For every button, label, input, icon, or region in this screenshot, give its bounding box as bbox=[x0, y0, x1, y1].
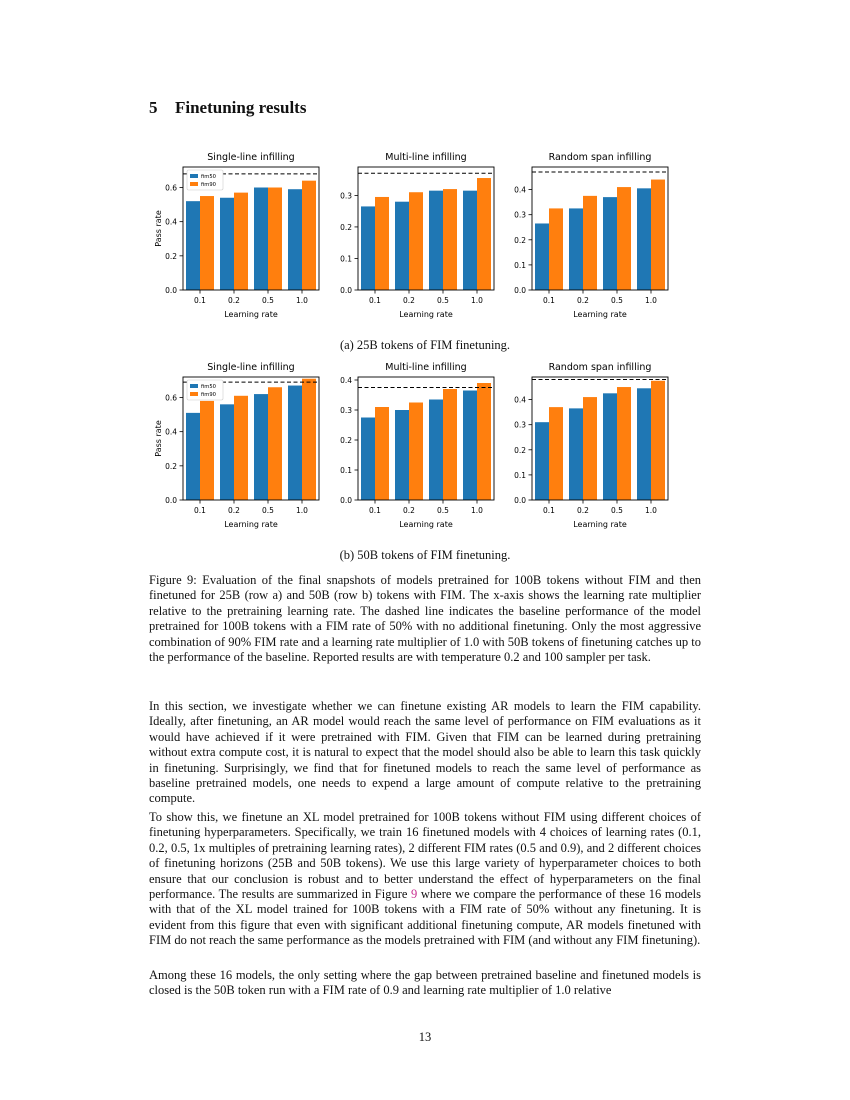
bar-fim90-0.1 bbox=[549, 407, 563, 500]
y-tick-label: 0.3 bbox=[340, 406, 352, 415]
y-tick-label: 0.2 bbox=[514, 235, 526, 245]
x-axis-label: Learning rate bbox=[573, 520, 627, 529]
section-title: Finetuning results bbox=[175, 98, 307, 117]
x-axis-label: Learning rate bbox=[224, 310, 278, 319]
x-tick-label: 1.0 bbox=[471, 296, 483, 305]
bar-fim50-1.0 bbox=[637, 388, 651, 500]
legend-label-fim50: fim50 bbox=[201, 174, 216, 180]
section-heading bbox=[149, 98, 306, 118]
x-tick-label: 0.5 bbox=[437, 506, 449, 515]
bar-fim90-0.2 bbox=[583, 397, 597, 500]
chart-title: Single-line infilling bbox=[207, 362, 295, 373]
y-axis-label: Pass rate bbox=[154, 420, 163, 457]
paragraph-1: In this section, we investigate whether we can finetune existing AR models to learn the FIM capability. Ideally, after finetuning, an AR model would reach the same level of performance on FIM evaluations as it would have achieved if it were pretrained with FIM. Given that FIM can be learned during pretraining without extra compute cost, it is natural to expect that the model should also be able to learn this task quickly in finetuning. Surprisingly, we find that for finetuned models to reach the same level of performance as baseline pretrained models, one needs to expend a large amount of compute relative to the pretraining compute. bbox=[149, 699, 701, 806]
x-tick-label: 0.5 bbox=[437, 296, 449, 305]
x-tick-label: 0.5 bbox=[611, 506, 623, 515]
x-tick-label: 0.1 bbox=[194, 506, 206, 515]
bar-fim50-0.5 bbox=[254, 394, 268, 500]
y-tick-label: 0.1 bbox=[514, 260, 526, 270]
x-tick-label: 1.0 bbox=[471, 506, 483, 515]
figure-row-b bbox=[148, 353, 708, 535]
y-tick-label: 0.0 bbox=[514, 496, 526, 505]
y-axis-label: Pass rate bbox=[154, 210, 163, 247]
y-tick-label: 0.0 bbox=[165, 496, 177, 505]
paragraph-2 bbox=[149, 810, 701, 949]
y-tick-label: 0.1 bbox=[340, 466, 352, 475]
x-axis-label: Learning rate bbox=[224, 520, 278, 529]
bar-fim90-0.2 bbox=[409, 192, 423, 290]
y-tick-label: 0.4 bbox=[514, 395, 526, 405]
bar-fim90-0.5 bbox=[443, 189, 457, 290]
paragraph-2-text-start: To show this, we finetune an XL model pretrained for 100B tokens without FIM using different choices of finetuning hyperparameters. Specifically, we train 16 finetuned models with 4 choices of learning rates (0.1, 0.2, 0.5, 1x multiples of pretraining learning rates), 2 different FIM rates (0.5 and 0.9), and 2 different choices of finetuning horizons (25B and 50B tokens). We use this large variety of hyperparameter choices to both ensure that our conclusion is robust and to better understand the effect of hyperparameters on the final performance. The results are summarized in Figure bbox=[149, 810, 701, 902]
chart-panel-b-2 bbox=[340, 362, 494, 529]
legend-swatch-fim50 bbox=[190, 384, 198, 388]
y-tick-label: 0.2 bbox=[165, 251, 177, 261]
bar-fim90-0.5 bbox=[617, 387, 631, 500]
bar-fim90-0.1 bbox=[549, 208, 563, 290]
bar-fim50-0.1 bbox=[186, 413, 200, 500]
legend-label-fim50: fim50 bbox=[201, 384, 216, 390]
y-tick-label: 0.0 bbox=[340, 286, 352, 295]
bar-fim90-0.1 bbox=[375, 197, 389, 290]
x-tick-label: 0.2 bbox=[577, 296, 589, 305]
x-axis-label: Learning rate bbox=[399, 310, 453, 319]
paragraph-2-text-end: where we compare the performance of these 16 models with that of the XL model trained for 100B tokens with a FIM rate of 50% without any finetuning. It is evident from this figure that even with significant additional finetuning compute, AR models finetuned with FIM do not reach the same performance as the models pretrained with FIM (and without any FIM finetuning). bbox=[149, 887, 701, 948]
bar-fim50-0.5 bbox=[254, 188, 268, 291]
x-axis-label: Learning rate bbox=[573, 310, 627, 319]
bar-fim50-1.0 bbox=[463, 191, 477, 290]
x-tick-label: 0.5 bbox=[262, 506, 274, 515]
y-tick-label: 0.4 bbox=[165, 217, 177, 227]
x-tick-label: 0.2 bbox=[228, 506, 240, 515]
bar-fim50-0.1 bbox=[186, 201, 200, 290]
y-tick-label: 0.3 bbox=[340, 191, 352, 201]
bar-fim90-1.0 bbox=[302, 181, 316, 290]
y-tick-label: 0.6 bbox=[165, 183, 177, 193]
chart-title: Single-line infilling bbox=[207, 152, 295, 163]
bar-fim50-0.2 bbox=[569, 408, 583, 500]
bar-fim90-0.1 bbox=[200, 401, 214, 500]
figure-row-a bbox=[148, 143, 708, 325]
section-number: 5 bbox=[149, 98, 158, 117]
y-tick-label: 0.4 bbox=[165, 427, 177, 437]
chart-title: Multi-line infilling bbox=[385, 362, 467, 373]
bar-fim50-1.0 bbox=[463, 391, 477, 501]
x-tick-label: 1.0 bbox=[296, 296, 308, 305]
bar-fim50-0.5 bbox=[603, 197, 617, 290]
subcaption-b: (b) 50B tokens of FIM finetuning. bbox=[339, 548, 511, 562]
bar-fim50-0.5 bbox=[429, 191, 443, 290]
y-tick-label: 0.2 bbox=[340, 436, 352, 445]
bar-fim90-0.5 bbox=[443, 389, 457, 500]
chart-panel-a-1 bbox=[154, 152, 319, 319]
y-tick-label: 0.0 bbox=[340, 496, 352, 505]
x-tick-label: 0.2 bbox=[403, 296, 415, 305]
y-tick-label: 0.0 bbox=[165, 286, 177, 295]
y-tick-label: 0.2 bbox=[165, 461, 177, 471]
figure-reference-link[interactable]: 9 bbox=[411, 887, 418, 902]
chart-panel-a-3 bbox=[514, 152, 668, 319]
bar-fim90-0.2 bbox=[409, 403, 423, 501]
bar-fim50-1.0 bbox=[288, 386, 302, 500]
figure-caption: Figure 9: Evaluation of the final snapshots of models pretrained for 100B tokens without FIM and then finetuned for 25B (row a) and 50B (row b) tokens with FIM. The x-axis shows the learning rate multiplier relative to the pretraining learning rate. The dashed line indicates the baseline performance of the model pretrained for 100B tokens with a FIM rate of 50% with no additional finetuning. Only the most aggressive combination of 90% FIM rate and a learning rate multiplier of 1.0 with 50B tokens of finetuning catches up to the performance of the baseline. Reported results are with temperature 0.2 and 100 sampler per task. bbox=[149, 573, 701, 665]
bar-fim90-0.2 bbox=[583, 196, 597, 290]
bar-fim50-0.2 bbox=[220, 404, 234, 500]
y-tick-label: 0.3 bbox=[514, 420, 526, 430]
bar-fim90-1.0 bbox=[651, 381, 665, 500]
x-tick-label: 1.0 bbox=[296, 506, 308, 515]
x-tick-label: 1.0 bbox=[645, 296, 657, 305]
page-number: 13 bbox=[418, 1030, 432, 1044]
bar-fim50-0.1 bbox=[535, 422, 549, 500]
x-tick-label: 0.1 bbox=[543, 506, 555, 515]
bar-fim50-0.2 bbox=[569, 208, 583, 290]
x-tick-label: 0.2 bbox=[403, 506, 415, 515]
bar-fim50-0.2 bbox=[220, 198, 234, 290]
x-tick-label: 0.1 bbox=[543, 296, 555, 305]
legend-swatch-fim90 bbox=[190, 392, 198, 396]
y-tick-label: 0.2 bbox=[514, 445, 526, 455]
bar-fim90-0.5 bbox=[268, 387, 282, 500]
chart-title: Random span infilling bbox=[548, 362, 652, 373]
bar-fim90-0.5 bbox=[617, 187, 631, 290]
y-tick-label: 0.3 bbox=[514, 210, 526, 220]
x-tick-label: 1.0 bbox=[645, 506, 657, 515]
legend-swatch-fim50 bbox=[190, 174, 198, 178]
chart-panel-b-3 bbox=[514, 362, 668, 529]
bar-fim90-1.0 bbox=[477, 383, 491, 500]
chart-panel-b-1 bbox=[154, 362, 319, 529]
y-tick-label: 0.6 bbox=[165, 393, 177, 403]
x-tick-label: 0.1 bbox=[369, 296, 381, 305]
bar-fim50-0.1 bbox=[361, 206, 375, 290]
x-tick-label: 0.1 bbox=[369, 506, 381, 515]
bar-fim90-1.0 bbox=[477, 178, 491, 290]
bar-fim90-0.1 bbox=[200, 196, 214, 290]
bar-fim90-1.0 bbox=[302, 379, 316, 500]
chart-panel-a-2 bbox=[340, 152, 494, 319]
bar-fim50-1.0 bbox=[637, 188, 651, 290]
chart-title: Multi-line infilling bbox=[385, 152, 467, 163]
bar-fim50-0.5 bbox=[603, 393, 617, 500]
legend-swatch-fim90 bbox=[190, 182, 198, 186]
bar-fim50-0.5 bbox=[429, 400, 443, 501]
bar-fim90-0.2 bbox=[234, 193, 248, 290]
bar-fim90-0.5 bbox=[268, 188, 282, 291]
y-tick-label: 0.2 bbox=[340, 222, 352, 232]
bar-fim50-0.1 bbox=[535, 223, 549, 290]
bar-fim90-0.2 bbox=[234, 396, 248, 500]
y-tick-label: 0.4 bbox=[340, 376, 352, 385]
bar-fim50-0.2 bbox=[395, 202, 409, 290]
bar-fim90-0.1 bbox=[375, 407, 389, 500]
legend-label-fim90: fim90 bbox=[201, 392, 216, 398]
bar-fim50-0.1 bbox=[361, 418, 375, 501]
x-tick-label: 0.2 bbox=[228, 296, 240, 305]
y-tick-label: 0.1 bbox=[514, 470, 526, 480]
bar-fim50-0.2 bbox=[395, 410, 409, 500]
x-tick-label: 0.5 bbox=[611, 296, 623, 305]
chart-title: Random span infilling bbox=[548, 152, 652, 163]
y-tick-label: 0.1 bbox=[340, 254, 352, 264]
paragraph-3: Among these 16 models, the only setting where the gap between pretrained baseline and finetuned models is closed is the 50B token run with a FIM rate of 0.9 and learning rate multiplier of 1.0 relative bbox=[149, 968, 701, 998]
x-tick-label: 0.1 bbox=[194, 296, 206, 305]
bar-fim90-1.0 bbox=[651, 180, 665, 290]
y-tick-label: 0.0 bbox=[514, 286, 526, 295]
subcaption-a: (a) 25B tokens of FIM finetuning. bbox=[339, 338, 511, 352]
bar-fim50-1.0 bbox=[288, 189, 302, 290]
x-axis-label: Learning rate bbox=[399, 520, 453, 529]
legend-label-fim90: fim90 bbox=[201, 182, 216, 188]
x-tick-label: 0.2 bbox=[577, 506, 589, 515]
x-tick-label: 0.5 bbox=[262, 296, 274, 305]
y-tick-label: 0.4 bbox=[514, 185, 526, 195]
